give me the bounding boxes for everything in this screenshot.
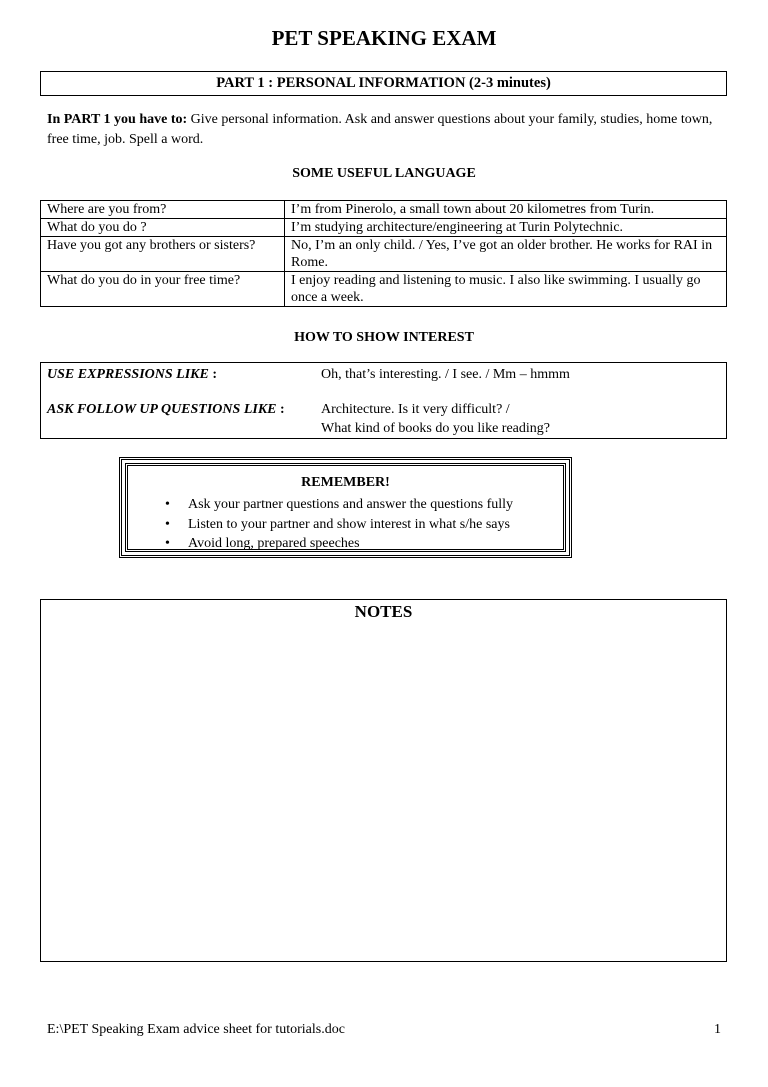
answer-cell: I’m studying architecture/engineering at Turin Polytechnic. [285, 219, 727, 237]
remember-title: REMEMBER! [301, 475, 390, 490]
question-cell: Where are you from? [41, 201, 285, 219]
answer-cell: I’m from Pinerolo, a small town about 20 kilometres from Turin. [285, 201, 727, 219]
table-row [41, 201, 727, 219]
show-interest-heading: HOW TO SHOW INTEREST [294, 330, 474, 345]
intro-lead: In PART 1 you have to: [47, 112, 188, 127]
intro-paragraph [47, 110, 727, 150]
intro-text: Give personal information. Ask and answer questions about your family, studies, home town, free time, job. Spell a word. [47, 112, 713, 147]
part-heading-box [40, 71, 727, 96]
show-interest-box [40, 362, 727, 439]
remember-list [165, 495, 513, 554]
question-cell: What do you do in your free time? [41, 272, 285, 307]
followup-label: ASK FOLLOW UP QUESTIONS LIKE : [47, 402, 285, 417]
page-title: PET SPEAKING EXAM [271, 26, 497, 50]
notes-title: NOTES [354, 602, 413, 621]
page-number: 1 [714, 1022, 721, 1037]
list-item: • Ask your partner questions and answer the questions fully [165, 495, 513, 515]
table-row [41, 272, 727, 307]
followup-value-1: Architecture. Is it very difficult? / [321, 402, 510, 417]
bullet-icon: • [165, 536, 170, 551]
bullet-icon: • [165, 497, 170, 512]
expressions-value: Oh, that’s interesting. / I see. / Mm – hmmm [321, 367, 570, 382]
remember-inner-frame [125, 463, 566, 552]
expressions-label: USE EXPRESSIONS LIKE : [47, 367, 218, 382]
answer-cell: I enjoy reading and listening to music. I also like swimming. I usually go once a week. [285, 272, 727, 307]
table-row [41, 219, 727, 237]
answer-cell: No, I’m an only child. / Yes, I’ve got an older brother. He works for RAI in Rome. [285, 237, 727, 272]
remember-box [119, 457, 572, 558]
footer-filename: E:\PET Speaking Exam advice sheet for tutorials.doc [47, 1022, 345, 1037]
notes-box [40, 599, 727, 962]
bullet-icon: • [165, 516, 170, 532]
part-heading: PART 1 : PERSONAL INFORMATION (2-3 minutes) [216, 75, 551, 91]
followup-value-2: What kind of books do you like reading? [321, 421, 551, 436]
list-item: • Avoid long, prepared speeches [165, 534, 513, 554]
question-cell: Have you got any brothers or sisters? [41, 237, 285, 272]
useful-language-table [40, 200, 727, 307]
useful-language-heading: SOME USEFUL LANGUAGE [292, 166, 476, 181]
question-cell: What do you do ? [41, 219, 285, 237]
list-item: • Listen to your partner and show interest in what s/he says [165, 515, 513, 535]
table-row [41, 237, 727, 272]
